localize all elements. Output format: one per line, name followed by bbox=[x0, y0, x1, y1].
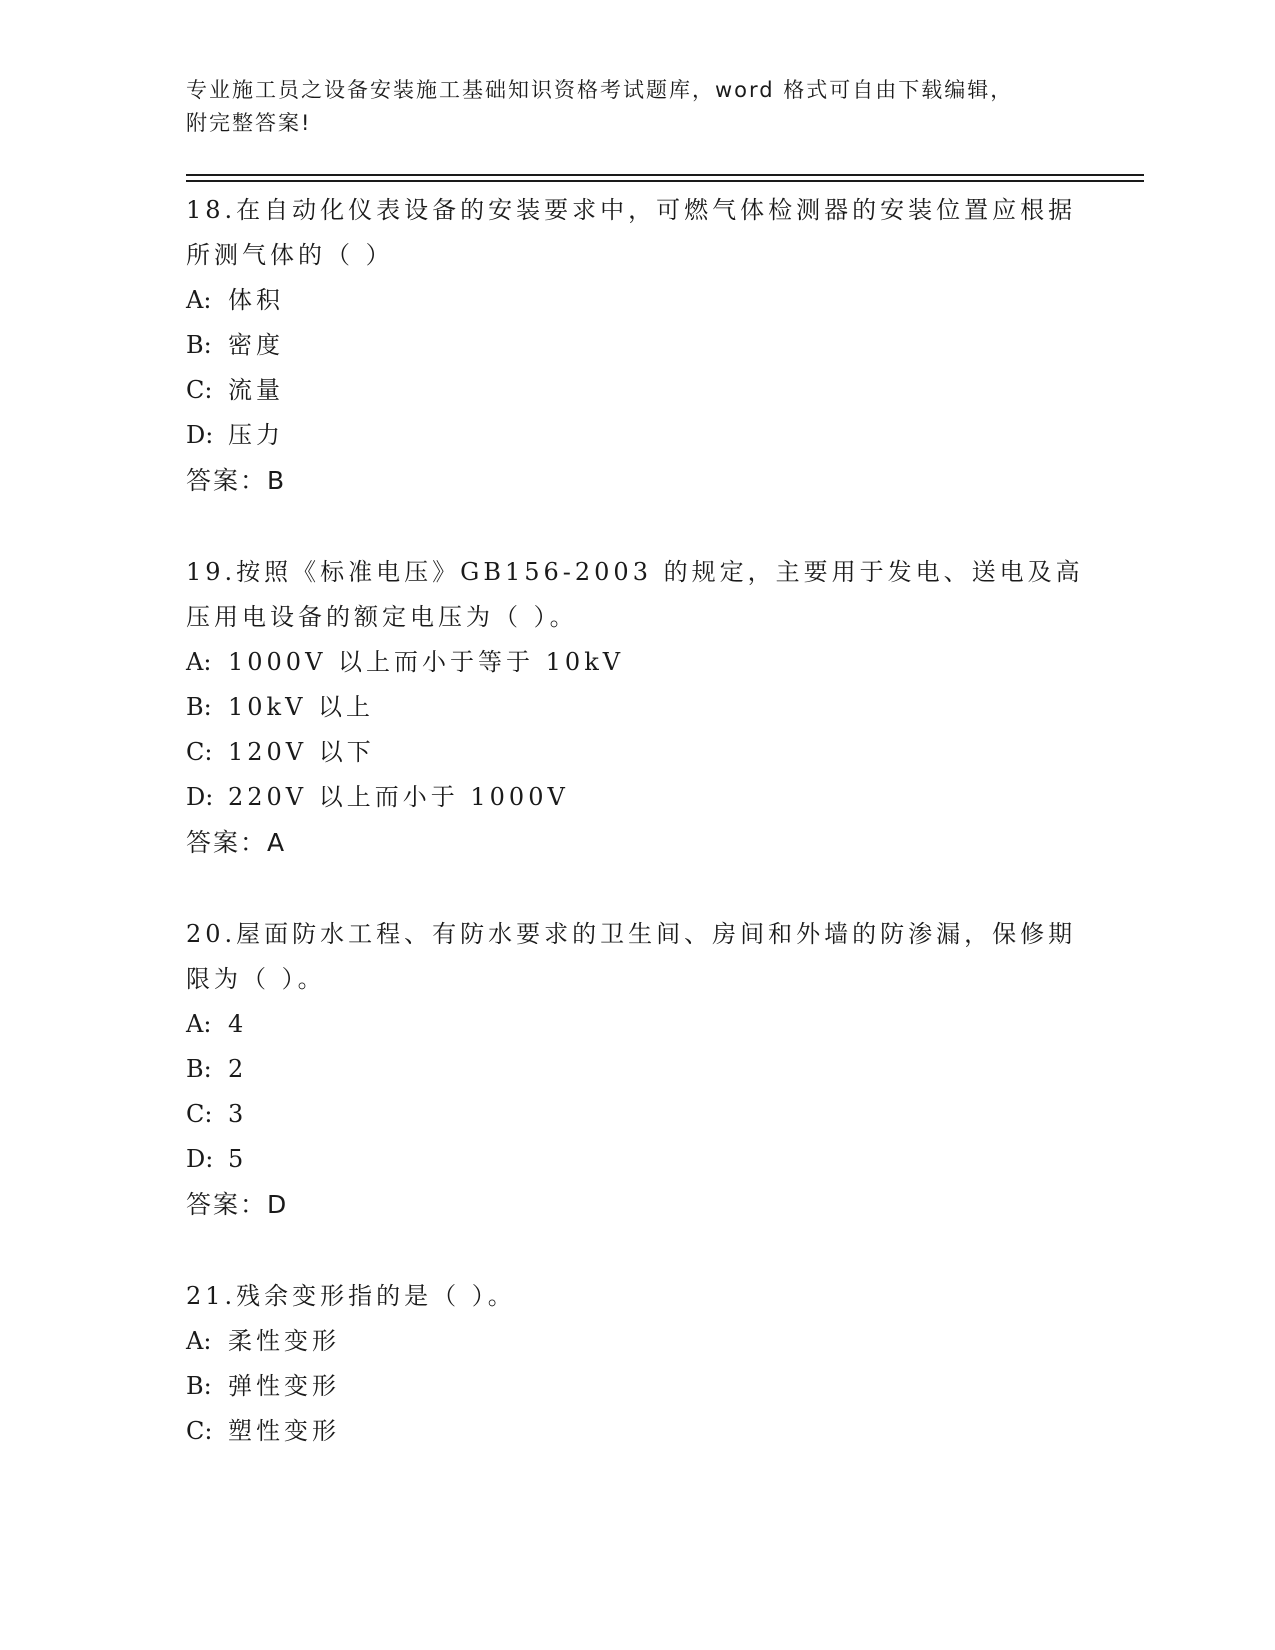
option-d bbox=[186, 413, 1086, 458]
option-text: 3 bbox=[228, 1100, 248, 1128]
option-text: 2 bbox=[228, 1055, 248, 1083]
option-text: 压力 bbox=[228, 421, 284, 449]
option-b bbox=[186, 685, 1086, 730]
option-text: 120V 以下 bbox=[228, 738, 375, 766]
question-19 bbox=[186, 550, 1086, 865]
option-b bbox=[186, 1364, 1086, 1409]
answer-line: 答案：D bbox=[186, 1190, 289, 1219]
option-key: C: bbox=[186, 1417, 213, 1445]
header-line-1: 专业施工员之设备安装施工基础知识资格考试题库，word 格式可自由下载编辑， bbox=[186, 78, 1014, 102]
option-key: D: bbox=[186, 421, 214, 449]
option-key: B: bbox=[186, 693, 212, 721]
question-18 bbox=[186, 188, 1086, 503]
question-21 bbox=[186, 1274, 1086, 1454]
option-key: C: bbox=[186, 738, 213, 766]
question-stem: 18.在自动化仪表设备的安装要求中，可燃气体检测器的安装位置应根据所测气体的（ ） bbox=[186, 196, 1077, 269]
option-text: 体积 bbox=[228, 286, 284, 314]
option-b bbox=[186, 323, 1086, 368]
answer-line: 答案：A bbox=[186, 828, 287, 857]
option-a bbox=[186, 640, 1086, 685]
option-text: 柔性变形 bbox=[228, 1327, 340, 1355]
option-key: A: bbox=[186, 648, 212, 676]
option-text: 塑性变形 bbox=[228, 1417, 340, 1445]
option-c bbox=[186, 1092, 1086, 1137]
option-text: 弹性变形 bbox=[228, 1372, 340, 1400]
option-c bbox=[186, 368, 1086, 413]
document-header bbox=[186, 74, 1066, 140]
option-a bbox=[186, 278, 1086, 323]
option-text: 1000V 以上而小于等于 10kV bbox=[228, 648, 625, 676]
option-key: A: bbox=[186, 1010, 212, 1038]
option-key: D: bbox=[186, 1145, 214, 1173]
option-text: 220V 以上而小于 1000V bbox=[228, 783, 569, 811]
option-text: 10kV 以上 bbox=[228, 693, 375, 721]
header-divider-bottom bbox=[186, 180, 1144, 182]
option-key: B: bbox=[186, 331, 212, 359]
option-b bbox=[186, 1047, 1086, 1092]
option-key: A: bbox=[186, 286, 212, 314]
question-stem: 19.按照《标准电压》GB156-2003 的规定，主要用于发电、送电及高压用电设备的额定电压为（ ）。 bbox=[186, 558, 1084, 631]
option-text: 5 bbox=[228, 1145, 248, 1173]
answer-line: 答案：B bbox=[186, 466, 287, 495]
option-key: C: bbox=[186, 1100, 213, 1128]
option-d bbox=[186, 775, 1086, 820]
option-key: D: bbox=[186, 783, 214, 811]
option-c bbox=[186, 730, 1086, 775]
option-text: 流量 bbox=[228, 376, 284, 404]
option-text: 4 bbox=[228, 1010, 248, 1038]
option-key: C: bbox=[186, 376, 213, 404]
header-line-2: 附完整答案! bbox=[186, 111, 312, 135]
question-stem: 20.屋面防水工程、有防水要求的卫生间、房间和外墙的防渗漏，保修期限为（ ）。 bbox=[186, 920, 1077, 993]
option-d bbox=[186, 1137, 1086, 1182]
option-c bbox=[186, 1409, 1086, 1454]
question-stem: 21.残余变形指的是（ ）。 bbox=[186, 1282, 516, 1310]
option-key: B: bbox=[186, 1055, 212, 1083]
question-20 bbox=[186, 912, 1086, 1227]
option-a bbox=[186, 1002, 1086, 1047]
option-key: B: bbox=[186, 1372, 212, 1400]
header-divider-top bbox=[186, 174, 1144, 176]
option-a bbox=[186, 1319, 1086, 1364]
option-key: A: bbox=[186, 1327, 212, 1355]
option-text: 密度 bbox=[228, 331, 284, 359]
